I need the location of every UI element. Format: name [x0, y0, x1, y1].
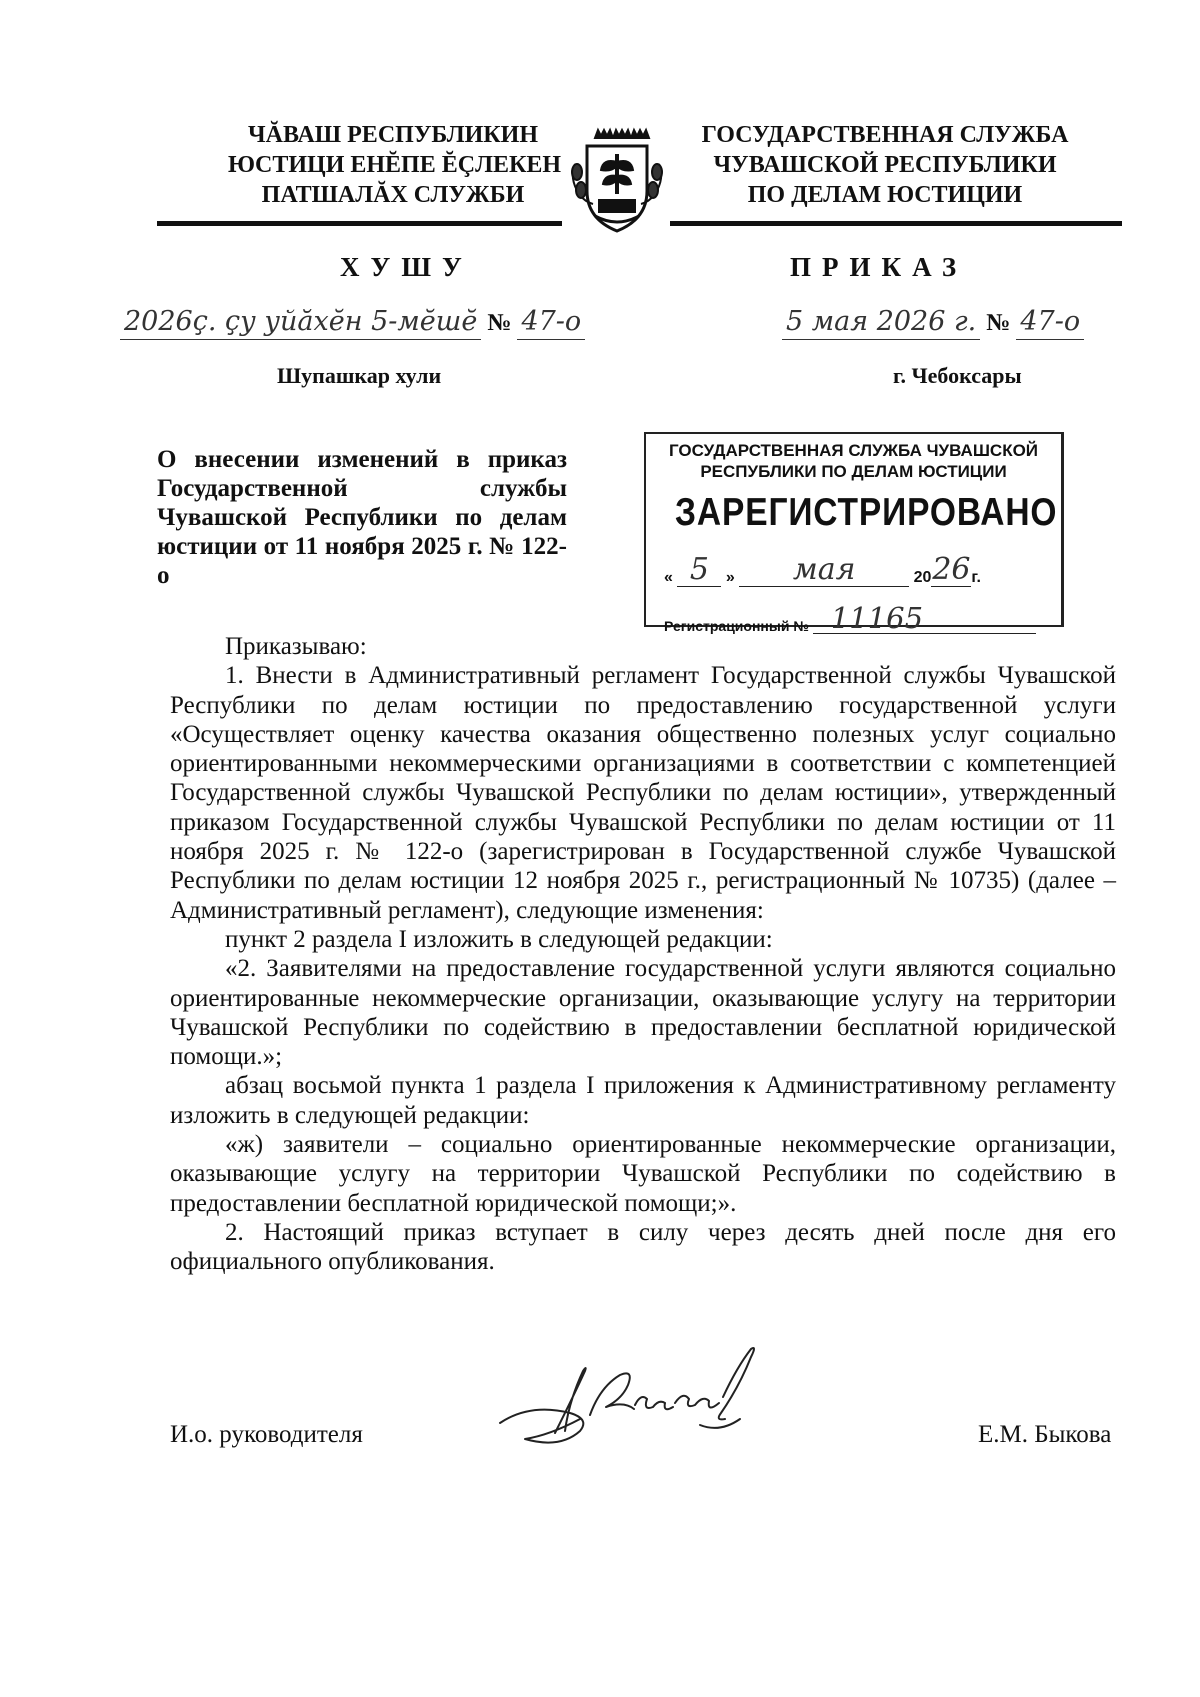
body-paragraph: 1. Внести в Административный регламент Государственной службы Чувашской Республики по делам юстиции по предоставлению государственной услуги «Осуществляет оценку качества оказания общественно полезных услуг социально ориентированными некоммерческими организациями в соответствии с компетенцией Государственной службы Чувашской Республики по делам юстиции», утвержденный приказом Государственной службы Чувашской Республики по делам юстиции от 11 ноября 2025 г. № 122-о (зарегистрирован в Государственной службе Чувашской Республики по делам юстиции 12 ноября 2025 г., регистрационный № 10735) (далее – Административный регламент), следующие изменения:	[170, 662, 1116, 924]
handwritten-number-left: 47-о	[517, 306, 585, 340]
header-left-line: ЮСТИЦИ ЕНĔПЕ ĔÇЛЕКЕН	[228, 152, 562, 178]
date-number-right	[782, 306, 1084, 337]
number-label-right: №	[986, 310, 1011, 336]
place-russian: г. Чебоксары	[893, 363, 1022, 388]
stamp-regno-label: Регистрационный №	[664, 618, 809, 634]
number-label-left: №	[487, 310, 512, 336]
header-left-chuvash	[228, 120, 562, 210]
header-right-line: ЧУВАШСКОЙ РЕСПУБЛИКИ	[713, 152, 1057, 178]
body-paragraph: абзац восьмой пункта 1 раздела I приложения к Административному регламенту изложить в следующей редакции:	[170, 1072, 1116, 1129]
stamp-year-prefix: 20	[913, 569, 932, 586]
place-chuvash: Шупашкар хули	[277, 363, 442, 388]
chuvash-coat-of-arms-icon	[565, 124, 669, 236]
date-number-left	[120, 306, 585, 337]
header-divider-left	[157, 221, 562, 226]
handwritten-date-right: 5 мая 2026 г.	[782, 306, 980, 340]
doc-title-chuvash: ХУШУ	[340, 252, 473, 282]
stamp-year-unit: г.	[971, 569, 981, 586]
header-right-line: ГОСУДАРСТВЕННАЯ СЛУЖБА	[701, 122, 1069, 148]
stamp-month: мая	[739, 552, 909, 587]
handwritten-signature-icon	[495, 1345, 785, 1450]
order-subject: О внесении изменений в приказ Государственной службы Чувашской Республики по делам юстиции от 11 ноября 2025 г. № 122-о	[157, 446, 567, 589]
header-right-line: ПО ДЕЛАМ ЮСТИЦИИ	[747, 182, 1023, 208]
stamp-quote-close: »	[725, 569, 735, 586]
handwritten-date-left: 2026ç. çу уйăхĕн 5-мĕшĕ	[120, 306, 481, 340]
order-body	[170, 632, 1116, 1277]
stamp-status: ЗАРЕГИСТРИРОВАНО	[675, 491, 1058, 534]
body-paragraph: «ж) заявители – социально ориентированные некоммерческие организации, оказывающие услугу на территории Чувашской Республики по содействию в предоставлении бесплатной юридической помощи;».	[170, 1131, 1116, 1217]
stamp-quote-open: «	[664, 569, 673, 586]
doc-title-russian: ПРИКАЗ	[790, 252, 968, 282]
stamp-org-line: РЕСПУБЛИКИ ПО ДЕЛАМ ЮСТИЦИИ	[700, 462, 1007, 481]
stamp-regno-value: 11165	[813, 599, 1036, 634]
body-paragraph: пункт 2 раздела I изложить в следующей редакции:	[225, 925, 773, 953]
body-paragraph: «2. Заявителями на предоставление государственной услуги являются социально ориентированные некоммерческие организации, оказывающие услугу на территории Чувашской Республики по содействию в предоставлении бесплатной юридической помощи.»;	[170, 955, 1116, 1071]
header-right-russian	[690, 120, 1080, 210]
stamp-day: 5	[677, 552, 721, 587]
signatory-name: Е.М. Быкова	[978, 1421, 1112, 1448]
stamp-registration-number	[664, 599, 1036, 634]
handwritten-number-right: 47-о	[1016, 306, 1084, 340]
signatory-title: И.о. руководителя	[170, 1421, 363, 1448]
header-left-line: ПАТШАЛĂХ СЛУЖБИ	[261, 182, 525, 208]
body-paragraph: Приказываю:	[225, 633, 367, 660]
stamp-organization	[646, 440, 1061, 482]
stamp-org-line: ГОСУДАРСТВЕННАЯ СЛУЖБА ЧУВАШСКОЙ	[668, 441, 1039, 460]
stamp-year-suffix: 26	[932, 552, 971, 587]
body-paragraph: 2. Настоящий приказ вступает в силу через десять дней после дня его официального опубликования.	[170, 1218, 1116, 1276]
header-divider-right	[670, 221, 1122, 226]
registration-stamp	[644, 432, 1064, 635]
stamp-date	[664, 552, 981, 587]
header-left-line: ЧĂВАШ РЕСПУБЛИКИН	[248, 122, 538, 148]
